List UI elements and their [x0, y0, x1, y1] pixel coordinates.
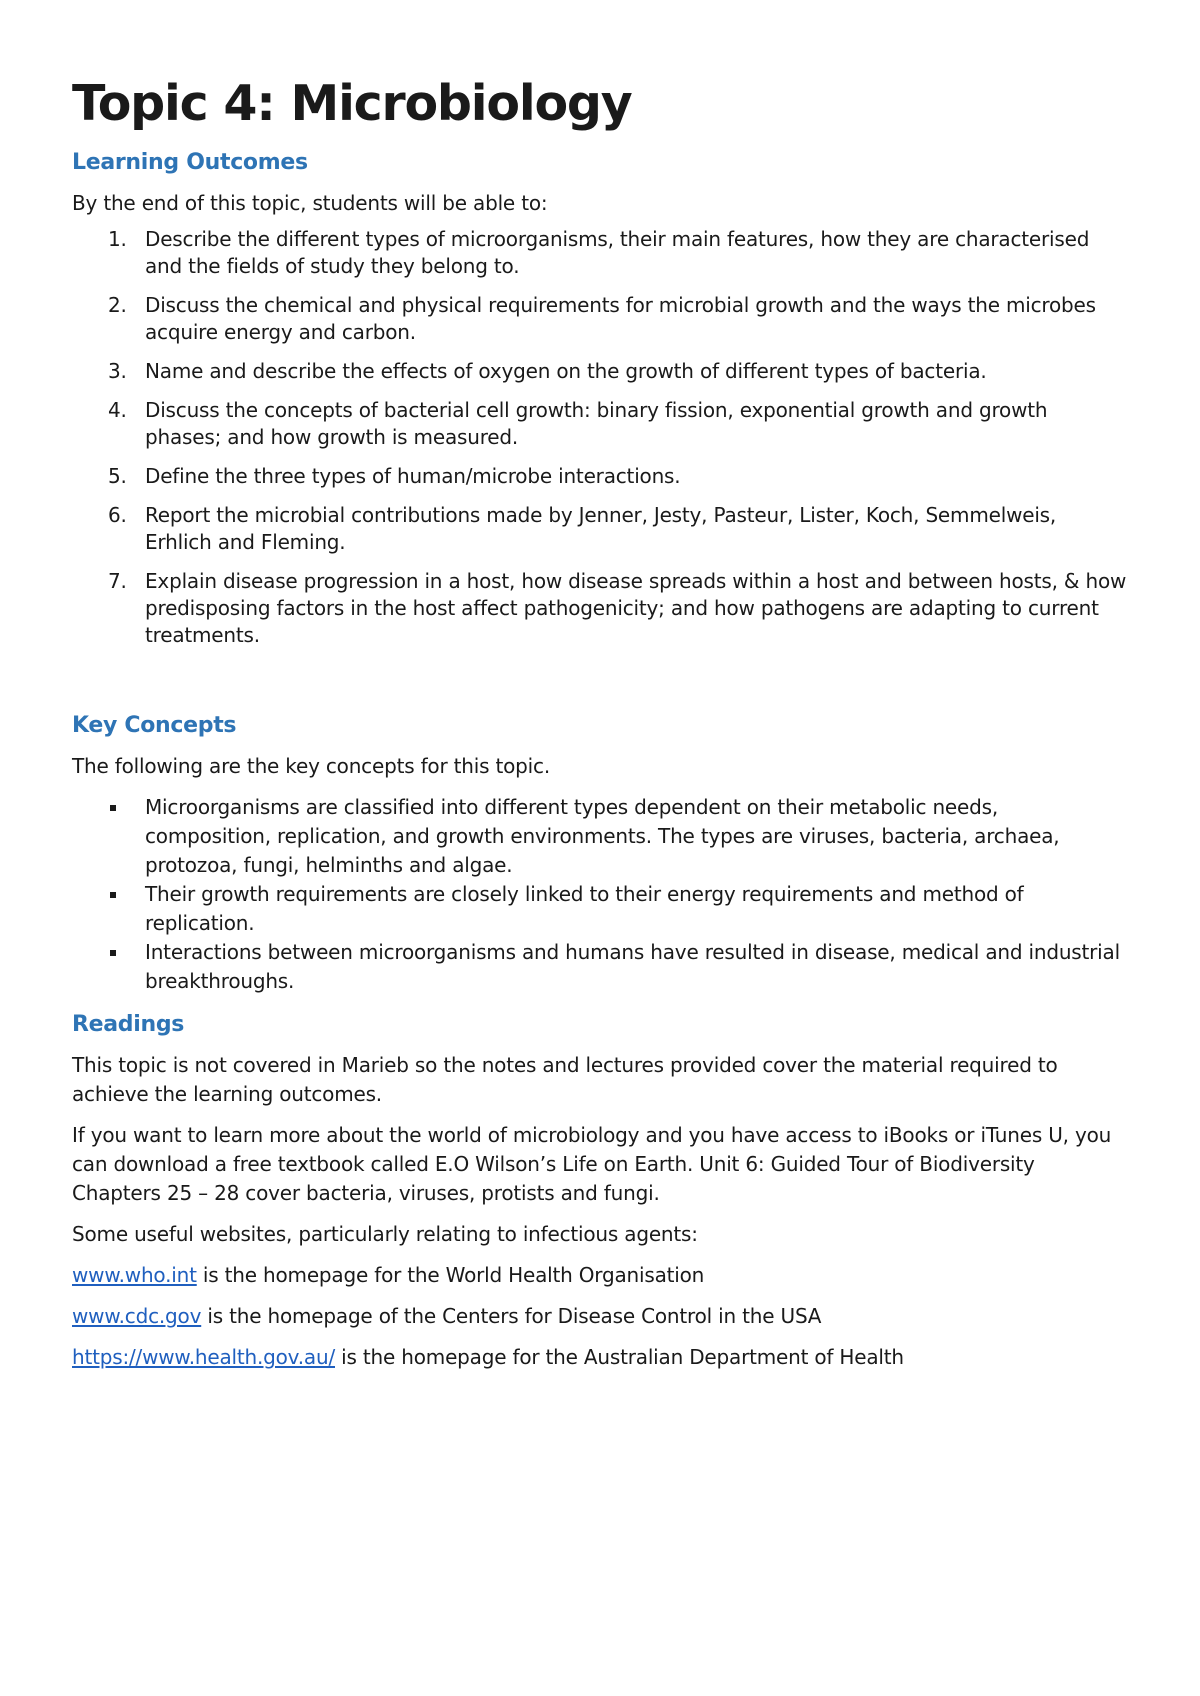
list-item: 2. Discuss the chemical and physical requirements for microbial growth and the ways the microbes acquire energy and carbon.	[108, 293, 1096, 344]
list-item: Their growth requirements are closely linked to their energy requirements and method of replication.	[72, 880, 1128, 938]
list-item: 1. Describe the different types of microorganisms, their main features, how they are characterised and the fields of study they belong to.	[108, 227, 1090, 278]
bullet-icon	[110, 950, 116, 956]
document-page	[72, 72, 1128, 1372]
cdc-link[interactable]: www.cdc.gov	[72, 1304, 202, 1328]
website-line-cdc: www.cdc.gov is the homepage of the Centers for Disease Control in the USA	[72, 1304, 822, 1328]
list-item: 4. Discuss the concepts of bacterial cell growth: binary fission, exponential growth and growth phases; and how growth is measured.	[108, 398, 1048, 449]
key-concepts-heading: Key Concepts	[72, 713, 237, 738]
list-item: Microorganisms are classified into different types dependent on their metabolic needs, composition, replication, and growth environments. The types are viruses, bacteria, archaea, protozoa, fungi, helminths and algae.	[72, 793, 1128, 880]
bullet-icon	[110, 892, 116, 898]
learning-outcomes-heading: Learning Outcomes	[72, 150, 308, 175]
website-line-who: www.who.int is the homepage for the World Health Organisation	[72, 1263, 705, 1287]
readings-heading: Readings	[72, 1012, 185, 1037]
learning-outcomes-list	[72, 226, 1128, 649]
readings-paragraph-3: Some useful websites, particularly relating to infectious agents:	[72, 1222, 698, 1246]
who-link[interactable]: www.who.int	[72, 1263, 197, 1287]
key-concepts-list	[72, 793, 1128, 996]
learning-outcomes-intro: By the end of this topic, students will be able to:	[72, 191, 548, 215]
bullet-icon	[110, 805, 116, 811]
list-item: Interactions between microorganisms and humans have resulted in disease, medical and industrial breakthroughs.	[72, 938, 1128, 996]
readings-paragraph-1: This topic is not covered in Marieb so the notes and lectures provided cover the material required to achieve the learning outcomes.	[72, 1053, 1058, 1106]
list-item: 7. Explain disease progression in a host, how disease spreads within a host and between hosts, & how predisposing factors in the host affect pathogenicity; and how pathogens are adapting to current treatments.	[108, 569, 1127, 647]
list-item: 3. Name and describe the effects of oxygen on the growth of different types of bacteria.	[108, 359, 987, 383]
list-item: 6. Report the microbial contributions made by Jenner, Jesty, Pasteur, Lister, Koch, Semmelweis, Erhlich and Fleming.	[108, 503, 1057, 554]
health-gov-link[interactable]: https://www.health.gov.au/	[72, 1345, 335, 1369]
website-line-health: https://www.health.gov.au/ is the homepage for the Australian Department of Health	[72, 1345, 904, 1369]
readings-paragraph-2: If you want to learn more about the world of microbiology and you have access to iBooks or iTunes U, you can download a free textbook called E.O Wilson’s Life on Earth. Unit 6: Guided Tour of Biodiversity Chapters 25 – 28 cover bacteria, viruses, protists and fungi.	[72, 1123, 1112, 1205]
page-title: Topic 4: Microbiology	[72, 75, 632, 132]
key-concepts-intro: The following are the key concepts for this topic.	[72, 754, 550, 778]
list-item: 5. Define the three types of human/microbe interactions.	[108, 464, 681, 488]
